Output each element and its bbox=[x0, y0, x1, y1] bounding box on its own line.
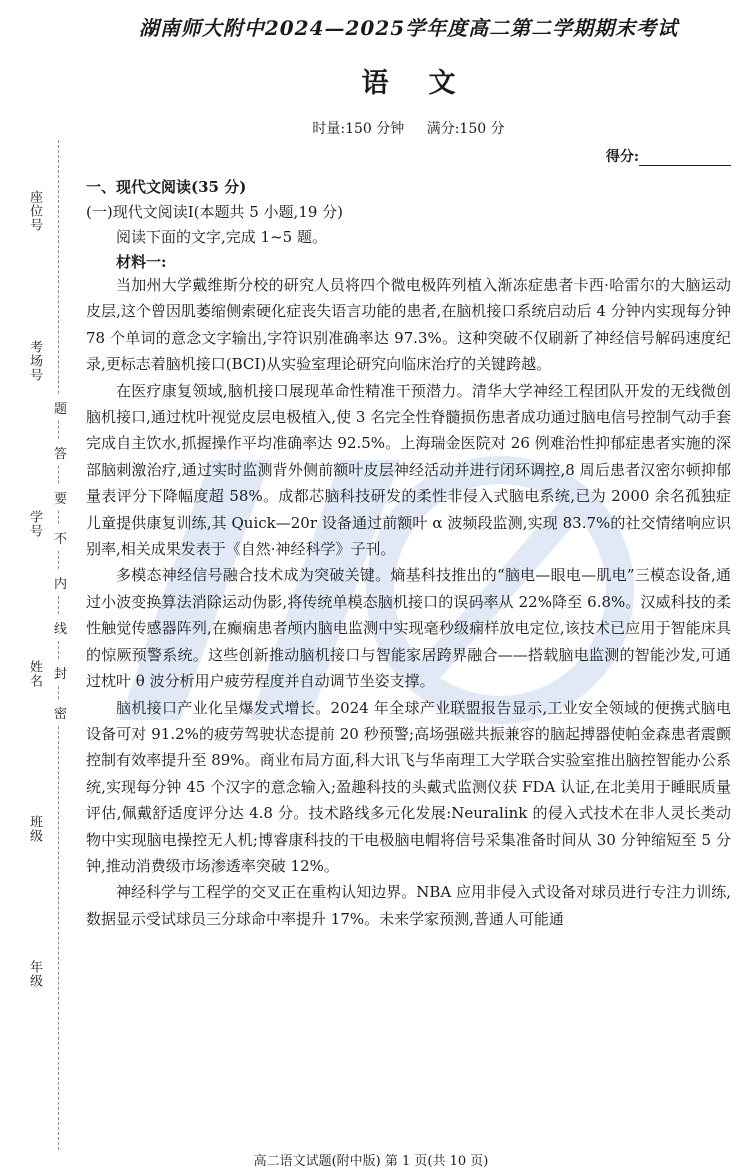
paragraph: 在医疗康复领域,脑机接口展现革命性精准干预潜力。清华大学神经工程团队开发的无线微创脑机接口,通过枕叶视觉皮层电极植入,使 3 名完全性脊髓损伤患者成功通过脑电信号控制气动手套完成自主饮水,抓握操作平均准确率达 92.5%。上海瑞金医院对 26 例难治性抑郁症患者实施的深部脑刺激治疗,通过实时监测背外侧前额叶皮层神经活动并进行闭环调控,8 周后患者汉密尔顿抑郁量表评分下降幅度超 58%。成都芯脑科技研发的柔性非侵入式脑电系统,已为 2000 余名孤独症儿童提供康复训练,其 Quick—20r 设备通过前额叶 α 波频段监测,实现 83.7%的社交情绪响应识别率,相关成果发表于《自然·神经科学》子刊。 bbox=[86, 381, 731, 559]
material-label: 材料一: bbox=[116, 253, 167, 271]
full-score: 满分:150 分 bbox=[426, 121, 505, 137]
binding-field-name bbox=[18, 660, 44, 688]
seal-char: 题 bbox=[54, 395, 66, 420]
exam-title: 湖南师大附中2024—2025学年度高二第二学期期末考试 bbox=[138, 16, 679, 40]
binding-field-room bbox=[18, 340, 44, 382]
seal-char: 答 bbox=[54, 440, 66, 465]
binding-field-student-id bbox=[18, 510, 44, 538]
binding-field-grade bbox=[18, 960, 44, 988]
seal-char: 密 bbox=[54, 700, 66, 725]
seal-char: 不 bbox=[54, 525, 66, 550]
reading-instruction: 阅读下面的文字,完成 1~5 题。 bbox=[116, 228, 327, 246]
score-field-label: 得分: bbox=[605, 149, 639, 165]
paragraph: 多模态神经信号融合技术成为突破关键。熵基科技推出的“脑电—眼电—肌电”三模态设备,通过小波变换算法消除运动伪影,将传统单模态脑机接口的误码率从 22%降至 6.8%。汉威科技的柔性触觉传感器阵列,在癫痫患者颅内脑电监测中实现毫秒级痫样放电定位,该技术已应用于智能床具的惊厥预警系统。这些创新推动脑机接口与智能家居跨界融合——搭载脑电监测的智能沙发,可通过枕叶 θ 波分析用户疲劳程度并自动调节坐姿支撑。 bbox=[86, 566, 731, 691]
exam-meta bbox=[86, 118, 731, 138]
time-limit: 时量:150 分钟 bbox=[312, 121, 405, 137]
score-field bbox=[86, 146, 731, 166]
subject-title: 语文 bbox=[361, 68, 496, 99]
seal-char: 线 bbox=[54, 615, 66, 640]
paragraph: 神经科学与工程学的交叉正在重构认知边界。NBA 应用非侵入式设备对球员进行专注力训练,数据显示受试球员三分球命中率提升 17%。未来学家预测,普通人可能通 bbox=[86, 883, 731, 928]
binding-field-label: 年级 bbox=[27, 960, 42, 988]
seal-char: 要 bbox=[54, 485, 66, 510]
score-blank[interactable] bbox=[639, 151, 731, 166]
binding-field-label: 座位号 bbox=[27, 190, 42, 232]
seal-char: 内 bbox=[54, 570, 66, 595]
section-title: 一、现代文阅读(35 分) bbox=[86, 178, 247, 196]
binding-field-seat bbox=[18, 190, 44, 232]
subsection-title: (一)现代文阅读Ⅰ(本题共 5 小题,19 分) bbox=[86, 203, 344, 221]
binding-field-label: 考场号 bbox=[27, 340, 42, 382]
paragraph: 当加州大学戴维斯分校的研究人员将四个微电极阵列植入渐冻症患者卡西·哈雷尔的大脑运动皮层,这个曾因肌萎缩侧索硬化症丧失语言功能的患者,在脑机接口系统启动后 4 分钟内实现每分钟 78 个单词的意念文字输出,字符识别准确率达 97.3%。这种突破不仅刷新了神经信号解码速度纪录,更标志着脑机接口(BCI)从实验室理论研究向临床治疗的关键跨越。 bbox=[86, 276, 731, 374]
binding-field-label: 班级 bbox=[27, 815, 42, 843]
exam-page bbox=[86, 0, 731, 932]
binding-field-class bbox=[18, 815, 44, 843]
page-footer: 高二语文试题(附中版) 第 1 页(共 10 页) bbox=[253, 1154, 489, 1169]
binding-field-label: 姓名 bbox=[27, 660, 42, 688]
seal-char: 封 bbox=[54, 660, 66, 685]
binding-field-label: 学号 bbox=[27, 510, 42, 538]
binding-dashed-line bbox=[58, 140, 59, 1150]
paragraph: 脑机接口产业化呈爆发式增长。2024 年全球产业联盟报告显示,工业安全领域的便携式脑电设备可对 91.2%的疲劳驾驶状态提前 20 秒预警;高场强磁共振兼容的脑起搏器使帕金森患者震颤控制有效率提升至 89%。商业布局方面,科大讯飞与华南理工大学联合实验室推出脑控智能办公系统,实现每分钟 45 个汉字的意念输入;盈趣科技的头戴式监测仪获 FDA 认证,在北美用于睡眠质量评估,佩戴舒适度评分达 4.8 分。技术路线多元化发展:Neuralink 的侵入式技术在非人灵长类动物中实现脑电操控无人机;博睿康科技的干电极脑电帽将信号采集准备时间从 30 分钟缩短至 5 分钟,推动消费级市场渗透率突破 12%。 bbox=[86, 698, 731, 875]
